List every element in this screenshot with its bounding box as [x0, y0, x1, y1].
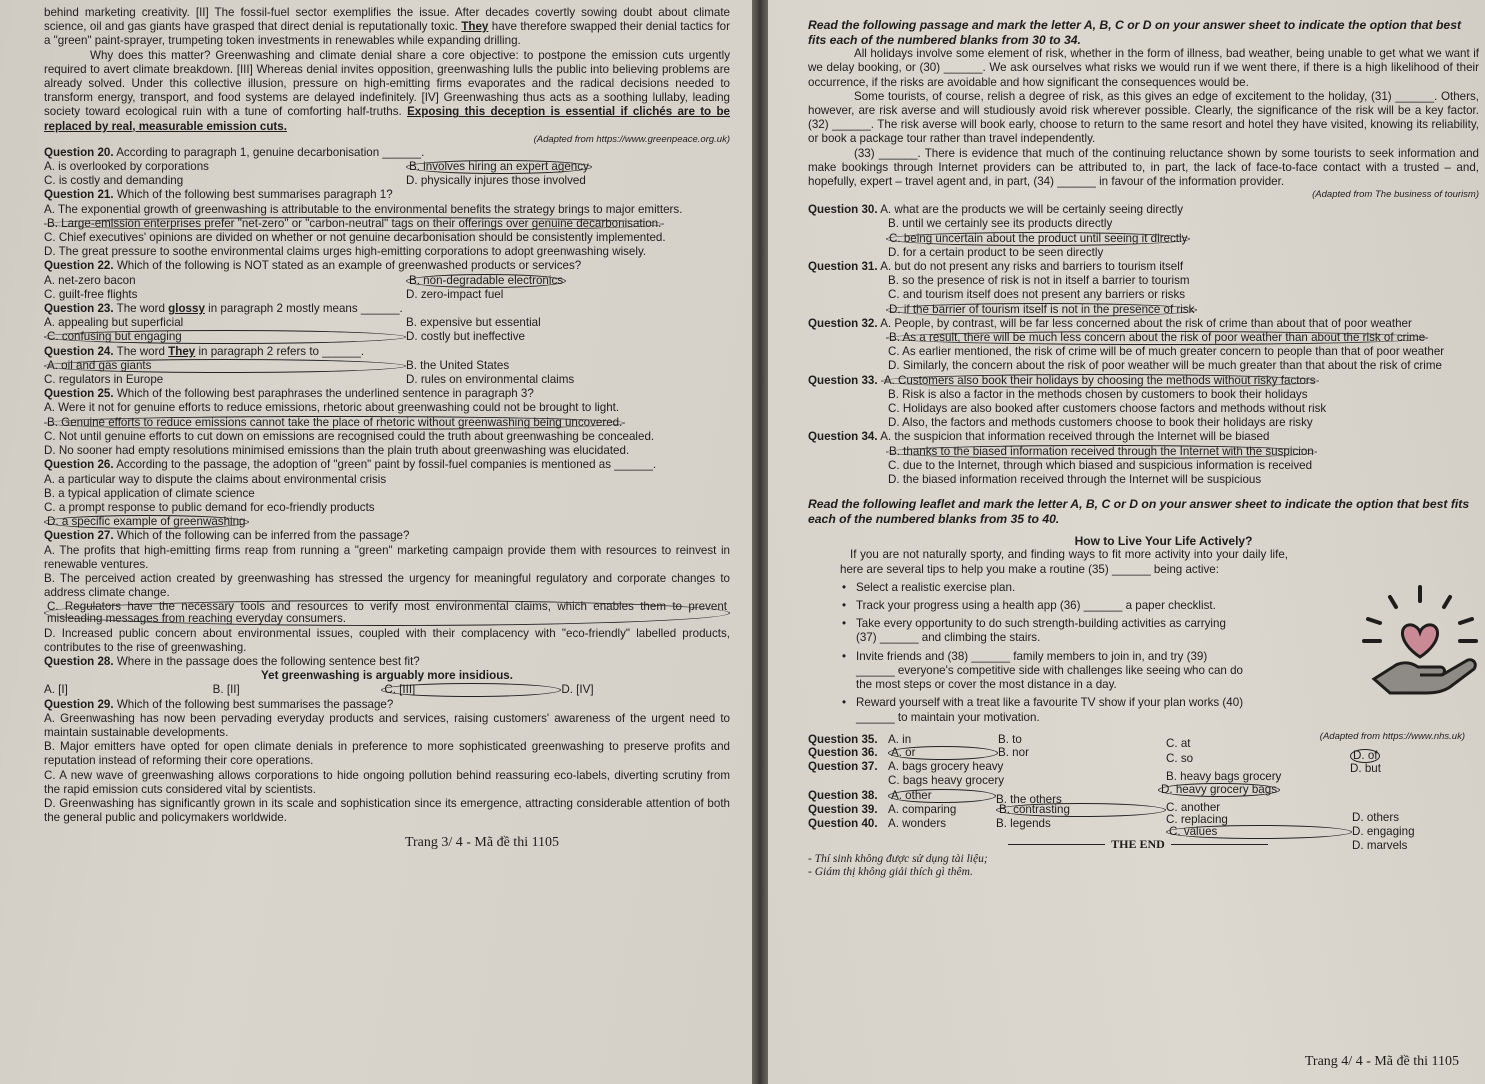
option-31c[interactable]: C. and tourism itself does not present any barriers or risks — [888, 288, 1186, 302]
option-24a[interactable] — [44, 359, 406, 373]
option-27d[interactable]: D. Increased public concern about environmental issues, coupled with their complacency with "eco-friendly" labelled products, contributes to the rise of greenwashing. — [44, 626, 730, 654]
leaflet-intro: If you are not naturally sporty, and finding ways to fit more activity into your daily life, here are several tips to help you make a routine (35) ______ being active: — [840, 548, 1288, 576]
option-23c[interactable] — [44, 330, 406, 344]
question-29: Question 29. Which of the following best summarises the passage? — [44, 697, 394, 711]
option-37c[interactable]: C. bags heavy grocery — [888, 773, 1004, 787]
page-footer-4: Trang 4/ 4 - Mã đề thi 1105 — [1304, 1054, 1459, 1069]
option-28a[interactable]: A. [I] — [44, 683, 68, 697]
answer-mark: D. heavy grocery bags — [1158, 783, 1280, 797]
question-32: Question 32. A. People, by contrast, will be far less concerned about the risk of crime than about that of poor weather — [808, 316, 1412, 330]
question-30: Question 30. A. what are the products we will be certainly seeing directly — [808, 203, 1184, 217]
option-30b[interactable]: B. until we certainly see its products directly — [888, 217, 1113, 231]
question-28: Question 28. Where in the passage does the following sentence best fit? — [44, 654, 420, 668]
answer-mark: C. values — [1166, 825, 1352, 839]
option-30c[interactable] — [808, 232, 1479, 246]
option-33a[interactable] — [881, 374, 1319, 387]
question-39: Question 39. A. comparing B. contrasting C. replacing D. engaging — [808, 802, 1415, 838]
note-no-explanation: - Giám thị không giải thích gì thêm. — [808, 865, 973, 878]
option-20c[interactable]: C. is costly and demanding — [44, 174, 184, 188]
option-34c[interactable]: C. due to the Internet, through which biased and suspicious information is received — [888, 458, 1313, 472]
option-37a[interactable]: A. bags grocery heavy — [888, 759, 1004, 773]
question-21: Question 21. Which of the following best summarises paragraph 1? — [44, 188, 393, 202]
option-24c[interactable]: C. regulators in Europe — [44, 373, 164, 387]
the-end: THE END — [1111, 836, 1165, 851]
note-no-materials: - Thí sinh không được sử dụng tài liệu; — [808, 852, 988, 865]
answer-mark: B. thanks to the biased information received through the Internet with the suspicion — [886, 445, 1317, 459]
option-32d[interactable]: D. Similarly, the concern about the risk of poor weather will be much greater than that about the risk of crime — [888, 359, 1442, 373]
option-26a[interactable]: A. a particular way to dispute the claims about environmental crisis — [44, 472, 387, 486]
option-32b[interactable] — [808, 331, 1479, 345]
option-39a[interactable]: A. comparing — [888, 802, 957, 816]
option-21a[interactable]: A. The exponential growth of greenwashing is attributable to the environmental benefits the strategy brings to major emitters. — [44, 202, 683, 216]
option-25c[interactable]: C. Not until genuine efforts to cut down on emissions are recognised could the truth about greenwashing be concealed. — [44, 429, 655, 443]
question-26: Question 26. According to the passage, the adoption of "green" paint by fossil-fuel companies is mentioned as ______. — [44, 458, 657, 472]
answer-mark: D. a specific example of greenwashing — [44, 515, 249, 529]
option-39d[interactable]: D. engaging — [1352, 824, 1415, 838]
option-37b[interactable]: B. heavy bags grocery — [1166, 769, 1282, 783]
passage-30-34-p3: (33) ______. There is evidence that much of the continuing reluctance shown by some tourists to seek information and make bookings through Internet providers can be attributed to, in part, the lack of face-to-face contact with a trusted – and, hopefully, expert – travel agent and, in part, (34) ______ in favour of the information provider. — [808, 146, 1479, 189]
passage-30-34-p2: Some tourists, of course, relish a degree of risk, as this gives an edge of excitement to the holiday, (31) ______. Others, however, are risk averse and will studiously avoid risk wherever possible. Clearly, the significance of the risk will be a key factor. (32) ______. The risk averse will book early, choose to return to the same resort and hotel they have visited, knowing its reliability, or book a package tour rather than travel independently. — [808, 89, 1479, 146]
question-33: Question 33. A. Customers also book their holidays by choosing the methods without risky factors — [808, 374, 1479, 388]
option-36d[interactable]: D. but — [1350, 761, 1381, 775]
option-26b[interactable]: B. a typical application of climate science — [44, 486, 255, 500]
answer-mark: A. or — [888, 746, 998, 760]
question-34: Question 34. A. the suspicion that information received through the Internet will be biased — [808, 430, 1270, 444]
instruction-35-40: Read the following leaflet and mark the letter A, B, C or D on your answer sheet to indicate the option that best fits each of the numbered blanks from 35 to 40. — [808, 497, 1470, 526]
option-26c[interactable]: C. a prompt response to public demand for eco-friendly products — [44, 500, 375, 514]
option-23b[interactable]: B. expensive but essential — [406, 316, 541, 330]
heart-in-hand-icon — [1356, 583, 1485, 703]
option-28c[interactable] — [381, 683, 561, 697]
option-35a[interactable]: A. in — [888, 732, 912, 746]
option-40d[interactable]: D. marvels — [1352, 838, 1408, 852]
answer-mark: C. [III] — [381, 683, 561, 697]
answer-mark: A. Customers also book their holidays by choosing the methods without risky factors — [881, 374, 1319, 388]
underlined-word-they: They — [461, 20, 489, 34]
question-22: Question 22. Which of the following is NOT stated as an example of greenwashed products or services? — [44, 259, 582, 273]
option-20a[interactable]: A. is overlooked by corporations — [44, 160, 209, 174]
option-25a[interactable]: A. Were it not for genuine efforts to reduce emissions, rhetoric about greenwashing could not be brought to light. — [44, 401, 620, 415]
option-29b[interactable]: B. Major emitters have opted for open climate denials in preference to more sophisticated greenwashing to preserve profits and reputation instead of reforming their core operations. — [44, 740, 730, 768]
option-22d[interactable]: D. zero-impact fuel — [406, 287, 504, 301]
option-27b[interactable]: B. The perceived action created by greenwashing has stressed the urgency for meaningful regulatory and corporate changes to address climate change. — [44, 571, 730, 600]
option-36c[interactable]: C. so — [1166, 751, 1194, 765]
option-34d[interactable]: D. the biased information received through the Internet will be suspicious — [888, 473, 1262, 487]
question-35: Question 35. A. in B. to C. at D. of — [808, 733, 1468, 763]
answer-options-35-40 — [808, 730, 1479, 853]
question-20: Question 20. According to paragraph 1, genuine decarbonisation ______. — [44, 145, 425, 159]
answer-mark: C. Regulators have the necessary tools and resources to verify most environmental claims, which enables them to prevent misleading messages from reaching everyday consumers. — [44, 600, 730, 626]
answer-mark: B. non-degradable electronics — [406, 274, 566, 288]
tip-4: • Invite friends and (38) ______ family members to join in, and try (39) ______ everyone's competitive side with challenges like seeing who can do the most steps or cover the most distance in a day. — [856, 650, 1248, 693]
answer-mark: C. being uncertain about the product until seeing it directly — [886, 232, 1190, 246]
leaflet-title: How to Live Your Life Actively? — [1074, 534, 1253, 549]
option-28d[interactable]: D. [IV] — [561, 683, 594, 697]
option-27a[interactable]: A. The profits that high-emitting firms reap from running a "green" marketing campaign provide them with resources to reinvest in renewable ventures. — [44, 543, 730, 571]
option-40b[interactable]: B. legends — [996, 816, 1051, 830]
passage-paragraph-3: Why does this matter? Greenwashing and climate denial share a core objective: to postpone the emission cuts urgently required to avert climate breakdown. [III] Whereas denial invites opposition, greenwashing lulls the public into believing problems are already solved. Under this collective illusion, pressure on high-emitting firms evaporates and the radical decisions needed to transform energy, transport, and food systems are delayed indefinitely. [IV] Greenwashing thus acts as a soothing lullaby, leading society toward ecological ruin with a tune of comforting half-truths. Exposing this deception is essential if clichés are to be replaced by real, measurable emission cuts. — [44, 48, 730, 133]
instruction-30-34: Read the following passage and mark the letter A, B, C or D on your answer sheet to indicate the option that best fits each of the numbered blanks from 30 to 34. — [808, 18, 1462, 47]
option-33d[interactable]: D. Also, the factors and methods customers choose to book their holidays are risky — [888, 416, 1313, 430]
question-36: Question 36. A. or B. nor C. so D. but — [808, 745, 1381, 775]
option-21c[interactable]: C. Chief executives' opinions are divided on whether or not genuine decarbonisation should be consistently implemented. — [44, 231, 666, 245]
book-gutter — [752, 0, 768, 1084]
question-27: Question 27. Which of the following can be inferred from the passage? — [44, 529, 410, 543]
question-31: Question 31. A. but do not present any risks and barriers to tourism itself — [808, 260, 1184, 274]
option-35b[interactable]: B. to — [998, 732, 1022, 746]
passage-source: (Adapted from https://www.greenpeace.org.uk) — [533, 133, 730, 145]
option-31a[interactable]: A. but do not present any risks and barriers to tourism itself — [880, 260, 1184, 274]
question-37: Question 37. A. bags grocery heavy B. heavy bags grocery — [808, 759, 1282, 783]
option-32c[interactable]: C. As earlier mentioned, the risk of crime will be of much greater concern to people than that of poor weather — [888, 345, 1445, 359]
passage-source-2: (Adapted from The business of tourism) — [1312, 189, 1479, 201]
option-22c[interactable]: C. guilt-free flights — [44, 287, 138, 301]
option-34b[interactable] — [808, 445, 1479, 459]
answer-mark: D. of — [1350, 749, 1380, 763]
question-25: Question 25. Which of the following best paraphrases the underlined sentence in paragraph 3? — [44, 387, 534, 401]
option-22b[interactable] — [406, 274, 566, 288]
option-36b[interactable]: B. nor — [998, 745, 1029, 759]
answer-mark: B. involves hiring an expert agency — [406, 160, 592, 174]
option-39c[interactable]: C. replacing — [1166, 812, 1228, 826]
answer-mark: D. if the barrier of tourism itself is not in the presence of risk — [886, 303, 1197, 317]
option-30d[interactable]: D. for a certain product to be seen directly — [888, 245, 1104, 259]
passage-30-34-p1: All holidays involve some element of risk, whether in the form of illness, bad weather, being unable to get what we want if we delay booking, or (30) ______. We ask ourselves what risks we would run if we went there, if there is a high likelihood of their occurrence, if the risks are avoidable and how significant the consequences would be. — [808, 47, 1479, 89]
option-21d[interactable]: D. The great pressure to soothe environmental claims urges high-emitting corporations to adopt greenwashing wisely. — [44, 245, 647, 259]
answer-mark: B. Genuine efforts to reduce emissions cannot take the place of rhetoric without greenwashing being uncovered. — [44, 416, 625, 430]
option-23a[interactable]: A. appealing but superficial — [44, 316, 184, 330]
option-21b[interactable] — [44, 217, 730, 231]
question-38: Question 38. A. other B. the others C. another D. others — [808, 788, 1400, 824]
option-20d[interactable]: D. physically injures those involved — [406, 174, 586, 188]
underlined-sentence: Exposing this deception is essential if clichés are to be replaced by real, measurable emission cuts. — [44, 105, 730, 133]
answer-mark: A. other — [888, 789, 996, 803]
option-24b[interactable]: B. the United States — [406, 358, 510, 372]
option-38b[interactable]: B. the others — [996, 792, 1062, 806]
question-24: Question 24. The word They in paragraph 2 refers to ______. — [44, 344, 365, 358]
option-20b[interactable] — [406, 160, 592, 174]
option-35c[interactable]: C. at — [1166, 736, 1191, 750]
option-28b[interactable]: B. [II] — [212, 683, 240, 697]
option-33b[interactable]: B. Risk is also a factor in the methods chosen by customers to book their holidays — [888, 387, 1308, 401]
option-31b[interactable]: B. so the presence of risk is not in itself a barrier to tourism — [888, 274, 1190, 288]
option-38c[interactable]: C. another — [1166, 800, 1221, 814]
answer-mark: A. oil and gas giants — [44, 359, 406, 373]
page-footer-3: Trang 3/ 4 - Mã đề thi 1105 — [404, 835, 560, 851]
option-24d[interactable]: D. rules on environmental claims — [406, 373, 575, 387]
tip-1: • Select a realistic exercise plan. — [856, 581, 1248, 595]
option-27c[interactable] — [44, 600, 730, 626]
insert-sentence: Yet greenwashing is arguably more insidious. — [261, 669, 513, 683]
option-22a[interactable]: A. net-zero bacon — [44, 273, 136, 287]
the-end-line — [1008, 837, 1268, 852]
question-23: Question 23. The word glossy in paragraph 2 mostly means ______. — [44, 302, 403, 316]
option-23d[interactable]: D. costly but ineffective — [406, 330, 525, 344]
tip-5: • Reward yourself with a treat like a favourite TV show if your plan works (40) ______ to maintain your motivation. — [856, 696, 1248, 724]
answer-mark: C. confusing but engaging — [44, 330, 406, 344]
option-38d[interactable]: D. others — [1352, 810, 1400, 824]
option-40a[interactable]: A. wonders — [888, 816, 946, 830]
tip-2: • Track your progress using a health app (36) ______ a paper checklist. — [856, 599, 1248, 613]
passage-paragraph-2: behind marketing creativity. [II] The fossil-fuel sector exemplifies the issue. After decades covertly sowing doubt about climate science, oil and gas giants have grasped that direct denial is reputationally toxic. They have therefore swapped their denial tactics for a "green" paint-sprayer, trumpeting token investments in renewables while expanding drilling. — [44, 6, 730, 48]
option-25d[interactable]: D. No sooner had empty resolutions minimised emissions than the plain truth about greenwashing was elucidated. — [44, 444, 630, 458]
option-31d[interactable] — [808, 303, 1479, 317]
tip-3: • Take every opportunity to do such strength-building activities as carrying (37) ______ and climbing the stairs. — [856, 617, 1248, 645]
option-34a[interactable]: A. the suspicion that information received through the Internet will be biased — [880, 430, 1270, 444]
leaflet-source: (Adapted from https://www.nhs.uk) — [1319, 730, 1465, 742]
option-29a[interactable]: A. Greenwashing has now been pervading everyday products and services, raising customers' awareness of the urgent need to maintain sustainable developments. — [44, 711, 730, 739]
option-32a[interactable]: A. People, by contrast, will be far less concerned about the risk of crime than about that of poor weather — [880, 316, 1412, 330]
option-29c[interactable]: C. A new wave of greenwashing allows corporations to hide ongoing pollution behind reassuring eco-labels, diverting scrutiny from the rapid emission cuts considered vital by scientists. — [44, 768, 730, 796]
option-33c[interactable]: C. Holidays are also booked after customers choose factors and methods without risk — [888, 402, 1327, 416]
exam-page-4 — [768, 0, 1485, 1084]
answer-mark: B. contrasting — [996, 803, 1166, 817]
option-25b[interactable] — [44, 416, 730, 430]
question-40: Question 40. A. wonders B. legends C. values D. marvels — [808, 816, 1408, 852]
option-30a[interactable]: A. what are the products we will be certainly seeing directly — [880, 203, 1184, 217]
option-26d[interactable] — [44, 515, 730, 529]
leaflet-tips-list — [808, 581, 1248, 725]
answer-mark: B. As a result, there will be much less concern about the risk of poor weather than about the risk of crime — [886, 331, 1428, 345]
answer-mark: B. Large-emission enterprises prefer "net-zero" or "carbon-neutral" tags on their offerings over genuine decarbonisation. — [44, 217, 664, 231]
option-29d[interactable]: D. Greenwashing has significantly grown in its scale and sophistication since its emergence, attracting considerable attention of both the general public and policymakers worldwide. — [44, 796, 730, 825]
